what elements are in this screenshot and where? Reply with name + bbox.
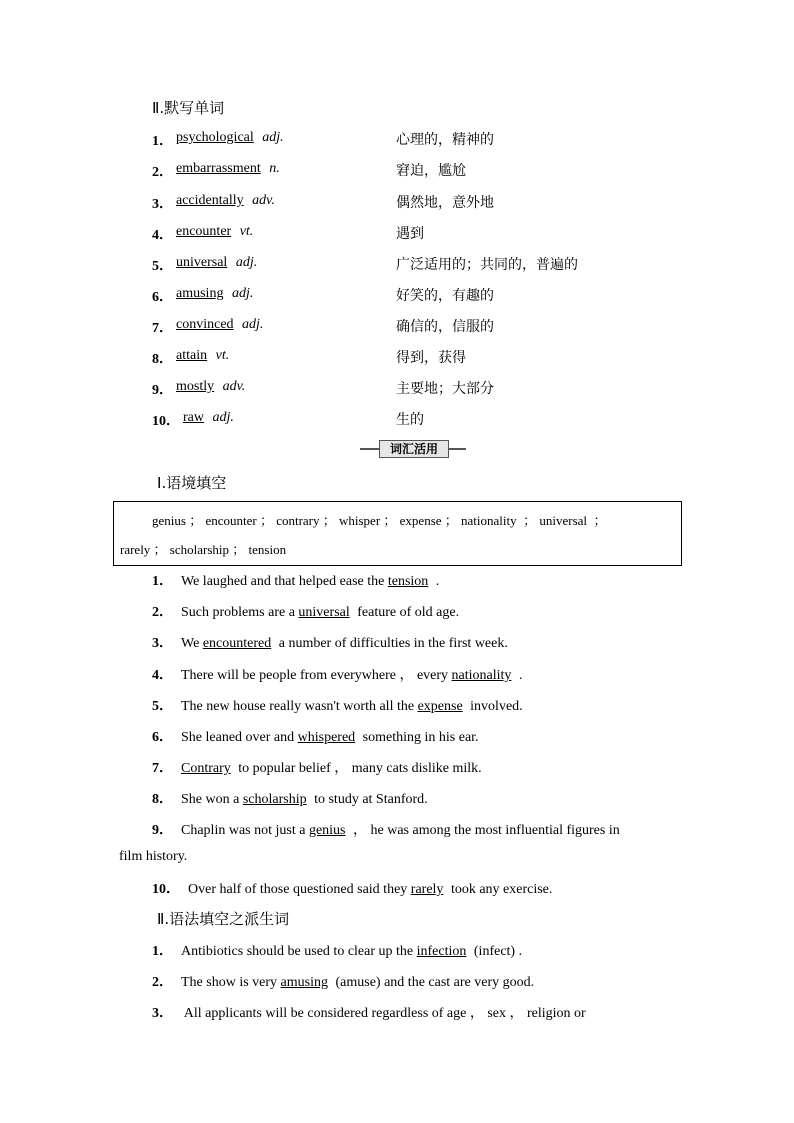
vocab-english bbox=[176, 317, 263, 333]
fill-sentence bbox=[152, 819, 620, 839]
sentence-text: We laughed and that helped ease the bbox=[181, 574, 388, 589]
vocab-meaning: 遇到 bbox=[396, 226, 424, 242]
sentence-num: 1． bbox=[152, 944, 173, 959]
sentence-text: feature of old age. bbox=[353, 605, 460, 620]
sentence-text: The show is very bbox=[181, 975, 281, 990]
vocab-num: 3． bbox=[152, 197, 173, 212]
sentence-answer: amusing bbox=[280, 975, 328, 990]
vocab-pos: vt. bbox=[239, 224, 254, 239]
vocab-answer: psychological bbox=[176, 130, 254, 145]
fill-sentence-continuation: film history. bbox=[119, 849, 188, 864]
fill-sentence bbox=[152, 632, 508, 652]
fill-sentence bbox=[152, 695, 523, 715]
vocab-meaning: 生的 bbox=[396, 412, 424, 428]
vocab-meaning: 确信的，信服的 bbox=[396, 319, 494, 335]
vocab-meaning: 广泛适用的；共同的，普遍的 bbox=[396, 257, 578, 273]
vocab-answer: accidentally bbox=[176, 193, 244, 208]
vocab-english bbox=[176, 286, 253, 302]
sentence-text: Such problems are a bbox=[181, 605, 299, 620]
banner-rule-right bbox=[448, 448, 466, 450]
sentence-answer: scholarship bbox=[242, 792, 307, 807]
vocab-meaning: 得到，获得 bbox=[396, 350, 466, 366]
vocab-item bbox=[152, 379, 712, 399]
vocab-answer: amusing bbox=[176, 286, 224, 301]
grammar-section-heading bbox=[157, 908, 289, 929]
sentence-text: . bbox=[432, 574, 440, 589]
sentence-num: 5． bbox=[152, 699, 173, 714]
fill-sentence bbox=[152, 664, 522, 684]
vocab-num: 6． bbox=[152, 290, 173, 305]
sentence-text: to study at Stanford. bbox=[310, 792, 428, 807]
sentence-text: There will be people from everywhere ， every bbox=[181, 668, 452, 683]
sentence-num: 7． bbox=[152, 761, 173, 776]
vocab-pos: vt. bbox=[215, 348, 230, 363]
sentence-num: 6． bbox=[152, 730, 173, 745]
vocab-meaning: 窘迫，尴尬 bbox=[396, 163, 466, 179]
vocab-pos: adj. bbox=[242, 317, 264, 332]
sentence-num: 4． bbox=[152, 668, 173, 683]
vocab-pos: adj. bbox=[212, 410, 234, 425]
sentence-num: 1． bbox=[152, 574, 173, 589]
vocab-item bbox=[152, 161, 712, 181]
vocab-num: 2． bbox=[152, 165, 173, 180]
vocab-pos: adv. bbox=[222, 379, 246, 394]
sentence-answer: infection bbox=[416, 944, 467, 959]
vocab-section-heading bbox=[152, 97, 224, 118]
vocab-english bbox=[176, 130, 284, 146]
vocab-english bbox=[176, 255, 257, 271]
sentence-text: The new house really wasn't worth all the bbox=[181, 699, 418, 714]
vocab-answer: embarrassment bbox=[176, 161, 261, 176]
grammar-heading-roman: Ⅱ bbox=[157, 912, 165, 928]
vocab-item bbox=[152, 348, 712, 368]
vocab-num: 10． bbox=[152, 414, 180, 429]
vocab-num: 8． bbox=[152, 352, 173, 367]
fill-sentence bbox=[152, 570, 439, 590]
vocab-answer: encounter bbox=[176, 224, 232, 239]
sentence-text: something in his ear. bbox=[359, 730, 479, 745]
vocab-item bbox=[152, 224, 712, 244]
vocab-num: 1． bbox=[152, 134, 173, 149]
vocab-num: 9． bbox=[152, 383, 173, 398]
sentence-num: 10． bbox=[152, 882, 180, 897]
vocab-meaning: 好笑的，有趣的 bbox=[396, 288, 494, 304]
vocab-pos: adv. bbox=[252, 193, 275, 208]
vocab-num: 4． bbox=[152, 228, 173, 243]
word-bank-line: genius ； encounter ； contrary ； whisper ； expense ； nationality ； universal ； bbox=[152, 513, 607, 528]
sentence-answer: rarely bbox=[410, 882, 444, 897]
vocab-english bbox=[176, 224, 253, 240]
vocab-meaning: 偶然地，意外地 bbox=[396, 195, 494, 211]
sentence-text: (infect) . bbox=[470, 944, 523, 959]
sentence-text: Antibiotics should be used to clear up the bbox=[181, 944, 417, 959]
sentence-text: We bbox=[181, 636, 203, 651]
sentence-num: 3． bbox=[152, 636, 173, 651]
vocab-english bbox=[183, 410, 234, 426]
vocab-heading-roman: Ⅱ bbox=[152, 101, 160, 117]
vocab-num: 5． bbox=[152, 259, 173, 274]
sentence-num: 2． bbox=[152, 975, 173, 990]
fill-sentence bbox=[152, 757, 482, 777]
sentence-text: a number of difficulties in the first week. bbox=[275, 636, 508, 651]
vocab-answer: mostly bbox=[176, 379, 215, 394]
fill-sentence bbox=[152, 726, 479, 746]
banner-label: 词汇活用 bbox=[379, 440, 449, 458]
sentence-text: to popular belief ， many cats dislike milk. bbox=[234, 761, 482, 776]
sentence-text: involved. bbox=[466, 699, 523, 714]
vocab-english bbox=[176, 379, 245, 395]
sentence-answer: universal bbox=[298, 605, 350, 620]
sentence-answer: whispered bbox=[297, 730, 356, 745]
vocab-item bbox=[152, 317, 712, 337]
vocab-english bbox=[176, 161, 280, 177]
vocab-pos: adj. bbox=[262, 130, 284, 145]
sentence-answer: encountered bbox=[202, 636, 272, 651]
vocab-item bbox=[152, 410, 712, 430]
vocab-meaning: 心理的，精神的 bbox=[396, 132, 494, 148]
sentence-text: . bbox=[515, 668, 523, 683]
sentence-text: Chaplin was not just a bbox=[181, 823, 309, 838]
sentence-text: ， he was among the most influential figures in bbox=[349, 823, 620, 838]
fill-sentence bbox=[152, 878, 552, 898]
vocab-meaning: 主要地；大部分 bbox=[396, 381, 494, 397]
sentence-text: She won a bbox=[181, 792, 243, 807]
sentence-answer: Contrary bbox=[181, 761, 231, 776]
section-banner bbox=[360, 440, 466, 458]
sentence-num: 3． bbox=[152, 1006, 173, 1021]
sentence-text: She leaned over and bbox=[181, 730, 298, 745]
sentence-answer: genius bbox=[308, 823, 346, 838]
fill-sentence bbox=[152, 601, 459, 621]
sentence-answer: tension bbox=[387, 574, 429, 589]
word-bank-box bbox=[113, 501, 682, 566]
vocab-answer: convinced bbox=[176, 317, 234, 332]
sentence-answer: nationality bbox=[451, 668, 512, 683]
vocab-item bbox=[152, 255, 712, 275]
vocab-item bbox=[152, 193, 712, 213]
fill-heading-text: .语境填空 bbox=[161, 474, 227, 492]
vocab-english bbox=[176, 348, 229, 364]
grammar-heading-text: .语法填空之派生词 bbox=[164, 910, 290, 928]
sentence-text: All applicants will be considered regardless of age ， sex ， religion or bbox=[181, 1006, 586, 1021]
vocab-english bbox=[176, 193, 275, 209]
vocab-answer: universal bbox=[176, 255, 228, 270]
grammar-sentence bbox=[152, 971, 534, 991]
vocab-num: 7． bbox=[152, 321, 173, 336]
banner-rule-left bbox=[360, 448, 380, 450]
fill-section-heading bbox=[157, 472, 226, 493]
vocab-answer: attain bbox=[176, 348, 208, 363]
sentence-num: 9． bbox=[152, 823, 173, 838]
sentence-num: 8． bbox=[152, 792, 173, 807]
grammar-sentence bbox=[152, 940, 522, 960]
fill-heading-roman: Ⅰ bbox=[157, 476, 162, 492]
vocab-item bbox=[152, 130, 712, 150]
word-bank-line: rarely ； scholarship ； tension bbox=[120, 542, 287, 557]
sentence-text: took any exercise. bbox=[447, 882, 553, 897]
sentence-text: Over half of those questioned said they bbox=[188, 882, 411, 897]
fill-sentence bbox=[152, 788, 428, 808]
sentence-text: (amuse) and the cast are very good. bbox=[332, 975, 535, 990]
sentence-answer: expense bbox=[417, 699, 463, 714]
vocab-pos: n. bbox=[269, 161, 280, 176]
vocab-answer: raw bbox=[183, 410, 204, 425]
grammar-sentence bbox=[152, 1002, 586, 1022]
sentence-num: 2． bbox=[152, 605, 173, 620]
vocab-pos: adj. bbox=[235, 255, 258, 270]
vocab-item bbox=[152, 286, 712, 306]
vocab-heading-text: .默写单词 bbox=[159, 99, 225, 117]
vocab-pos: adj. bbox=[231, 286, 254, 301]
